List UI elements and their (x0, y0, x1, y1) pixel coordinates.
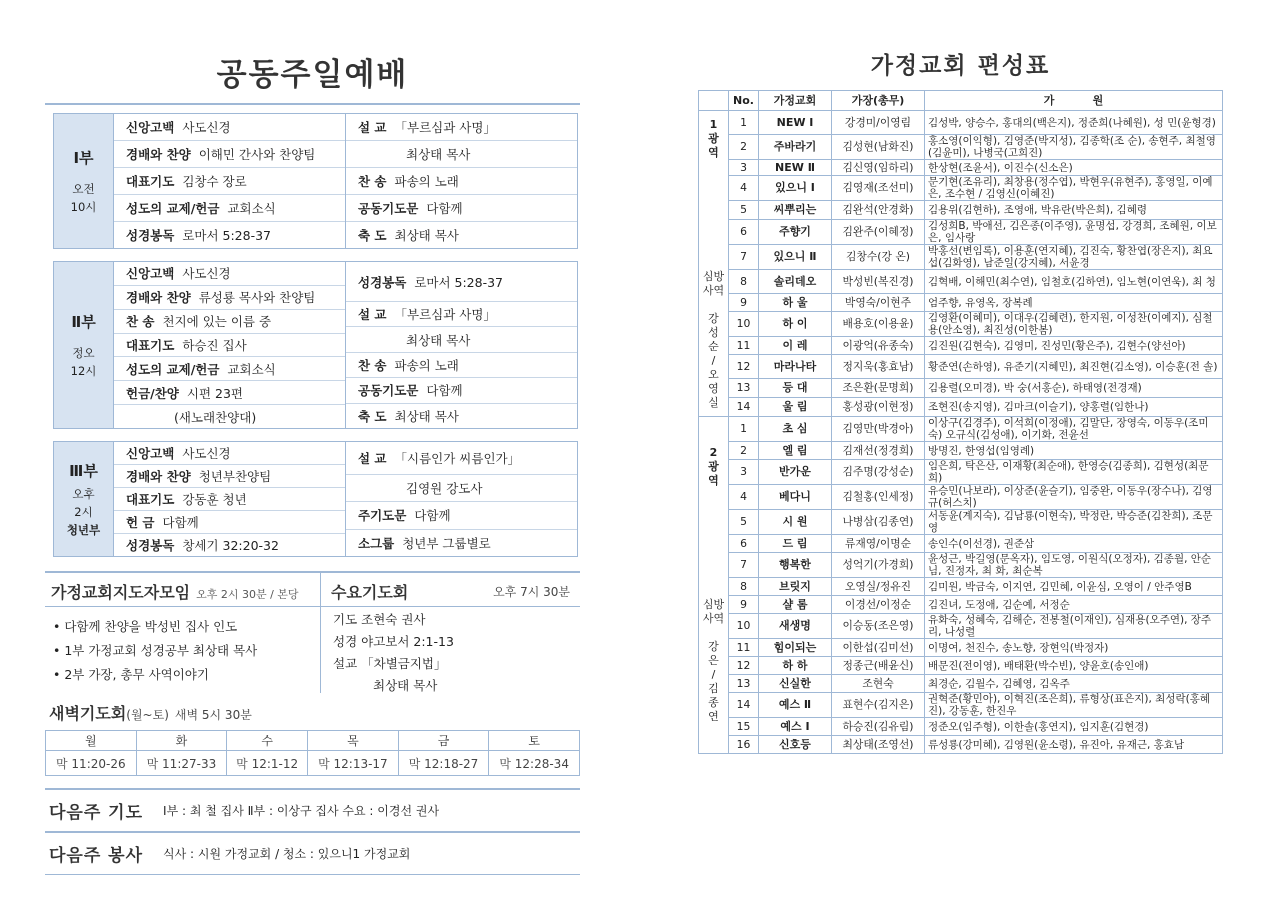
leader-name: 표현수(김지은) (832, 693, 925, 718)
row-number: 11 (729, 639, 759, 657)
order-item (346, 195, 577, 222)
members: 윤성근, 박길영(문옥자), 임도영, 이원식(오정자), 김종월, 안순님, 진정자, 최 화, 최순복 (925, 553, 1223, 578)
scripture-cell: 막 11:27-33 (136, 751, 227, 776)
order-item (114, 534, 345, 556)
row-number: 6 (729, 220, 759, 245)
order-item-value: 다함께 (426, 383, 463, 399)
order-item-value: 청년부찬양팀 (198, 469, 272, 484)
service-2-box (53, 261, 578, 429)
next-week-prayer (45, 788, 580, 831)
house-church-name: NEW Ⅰ (759, 111, 832, 135)
day-cell: 수 (227, 731, 308, 751)
leader-name: 이승동(조은영) (832, 614, 925, 639)
table-row (699, 460, 1223, 485)
table-row (699, 736, 1223, 754)
leader-name: 홍성광(이현정) (832, 398, 925, 417)
members: 최경순, 김월수, 김혜영, 김옥주 (925, 675, 1223, 693)
order-item-value: 사도신경 (182, 446, 231, 461)
table-row (699, 596, 1223, 614)
service-1-order-right (346, 114, 577, 248)
dawn-days-row (46, 731, 580, 751)
leader-name: 최상태(조영선) (832, 736, 925, 754)
service-1-label: Ⅰ부 오전 10시 (54, 114, 114, 248)
order-item-label: 축 도 (358, 408, 387, 424)
order-item-label: 경배와 찬양 (126, 147, 191, 162)
order-item (114, 114, 345, 141)
list-item: • 2부 가장, 총무 사역이야기 (53, 667, 209, 682)
service-1-order-left (114, 114, 346, 248)
day-cell: 목 (308, 731, 399, 751)
leader-name: 김재선(정경희) (832, 442, 925, 460)
order-item-label: 성경봉독 (358, 274, 407, 290)
members: 김미원, 박금숙, 이지연, 김민혜, 이윤심, 오영이 / 안주영B (925, 578, 1223, 596)
wednesday-time: 오후 7시 30분 (493, 585, 570, 599)
order-item (346, 378, 577, 403)
members: 황준연(손하영), 유준기(지혜민), 최진현(김소영), 이승훈(전 솔) (925, 355, 1223, 379)
members: 김영환(이혜미), 이대우(김혜련), 한지원, 이성찬(이예지), 심철용(안소영), 최진성(이한봄) (925, 312, 1223, 337)
order-item (346, 442, 577, 475)
service-2-order-left (114, 262, 346, 428)
leaders-time: 오후 2시 30분 / 본당 (196, 588, 299, 601)
table-row (699, 379, 1223, 398)
order-item (114, 195, 345, 222)
row-number: 11 (729, 337, 759, 355)
members: 방명진, 한영섭(임영례) (925, 442, 1223, 460)
members: 임은희, 탁은산, 이재황(최순애), 한영승(김종희), 김현성(최문희) (925, 460, 1223, 485)
day-cell: 월 (46, 731, 137, 751)
house-church-name: 이 레 (759, 337, 832, 355)
order-item-value: 천지에 있는 이름 중 (162, 314, 272, 330)
members: 김용렬(오미경), 박 숭(서홍순), 하태영(전경재) (925, 379, 1223, 398)
order-item-value: 다함께 (162, 515, 199, 530)
next-service-text: 식사 : 시원 가정교회 / 청소 : 있으니1 가정교회 (163, 847, 411, 861)
order-item (346, 141, 577, 168)
service-3-order-right (346, 442, 577, 556)
dawn-refs-row (46, 751, 580, 776)
row-number: 1 (729, 417, 759, 442)
table-row (699, 312, 1223, 337)
order-item-value: 최상태 목사 (406, 147, 471, 162)
house-church-name: 베다니 (759, 485, 832, 510)
wednesday-details: 기도 조현숙 권사 성경 야고보서 2:1-13 설교 「차별금지법」 최상태 목사 (333, 612, 454, 693)
order-item-label: 설 교 (358, 307, 387, 323)
leader-name: 류재영/이명순 (832, 535, 925, 553)
order-item (114, 511, 345, 534)
service-3-box (53, 441, 578, 557)
members: 김진녀, 도정애, 김순예, 서정순 (925, 596, 1223, 614)
scripture-cell: 막 11:20-26 (46, 751, 137, 776)
order-item (114, 405, 345, 428)
leaders-title: 가정교회지도자모임 (51, 583, 191, 602)
order-item-value: 「시름인가 씨름인가」 (394, 450, 521, 466)
house-church-name: 씨뿌리는 (759, 201, 832, 220)
order-item-value: (새노래찬양대) (174, 409, 257, 425)
members: 유승민(나보라), 이상준(윤슬기), 임중완, 이동우(장수나), 김영규(허스치) (925, 485, 1223, 510)
table-row (699, 693, 1223, 718)
row-number: 4 (729, 485, 759, 510)
next-prayer-title: 다음주 기도 (49, 803, 144, 823)
right-page (698, 48, 1223, 754)
row-number: 7 (729, 553, 759, 578)
service-3-label: Ⅲ부 오후 2시 청년부 (54, 442, 114, 556)
table-row (699, 442, 1223, 460)
house-church-name: 새생명 (759, 614, 832, 639)
house-church-name: 행복한 (759, 553, 832, 578)
order-item (346, 114, 577, 141)
table-row (699, 657, 1223, 675)
dawn-prayer: 새벽기도회 (월~토) 새벽 5시 30분 월 화 수 목 금 토 막 11:20-26 막 11:27-33 막 12:1-12 막 12:13-17 막 12:18-27 막 12:28-34 (45, 701, 580, 776)
order-item-label: 신앙고백 (126, 266, 175, 282)
meetings-section (45, 571, 580, 693)
members: 이상구(김경주), 이석희(이정애), 김말단, 장영숙, 이동우(조미숙) 오규식(김성애), 이기화, 전윤선 (925, 417, 1223, 442)
house-church-name: 힘이되는 (759, 639, 832, 657)
order-item (346, 222, 577, 248)
members: 엄주향, 유영옥, 장복례 (925, 294, 1223, 312)
order-item-value: 강동훈 청년 (182, 492, 247, 507)
order-item-value: 다함께 (414, 508, 451, 524)
house-church-name: 엘 림 (759, 442, 832, 460)
next-week-service (45, 831, 580, 875)
order-item-value: 로마서 5:28-37 (182, 228, 271, 243)
row-number: 14 (729, 398, 759, 417)
row-number: 14 (729, 693, 759, 718)
divider (45, 103, 580, 105)
leader-name: 이경선/이정순 (832, 596, 925, 614)
house-church-name: 시 원 (759, 510, 832, 535)
day-cell: 화 (136, 731, 227, 751)
order-item-label: 경배와 찬양 (126, 290, 191, 306)
row-number: 10 (729, 312, 759, 337)
table-row (699, 337, 1223, 355)
day-cell: 토 (489, 731, 580, 751)
table-row (699, 176, 1223, 201)
leader-name: 조현숙 (832, 675, 925, 693)
members: 김성희B, 박애선, 김은종(이주영), 윤명섭, 강경희, 조혜원, 이보은, 임사랑 (925, 220, 1223, 245)
order-item-value: 류성룡 목사와 찬양팀 (198, 290, 316, 306)
leader-name: 김영재(조선미) (832, 176, 925, 201)
order-item-label: 주기도문 (358, 508, 407, 524)
table-row (699, 485, 1223, 510)
table-row (699, 201, 1223, 220)
order-item-value: 다함께 (426, 201, 463, 216)
row-number: 8 (729, 578, 759, 596)
row-number: 8 (729, 270, 759, 294)
row-number: 15 (729, 718, 759, 736)
order-item (114, 222, 345, 248)
order-item-value: 파송의 노래 (394, 358, 459, 373)
leaders-list (45, 607, 320, 687)
members: 유화숙, 성혜숙, 김해순, 전봉철(이재인), 심재용(오주연), 장주리, 나성렬 (925, 614, 1223, 639)
service-3-order-left (114, 442, 346, 556)
order-item (114, 381, 345, 405)
order-item-label: 찬 송 (126, 314, 155, 330)
order-item-label: 찬 송 (358, 358, 387, 373)
house-church-name: 하 이 (759, 312, 832, 337)
house-church-name: 울 림 (759, 398, 832, 417)
house-church-name: 등 대 (759, 379, 832, 398)
row-number: 10 (729, 614, 759, 639)
scripture-cell: 막 12:1-12 (227, 751, 308, 776)
house-church-name: 주바라기 (759, 135, 832, 160)
members: 조현진(송지영), 김마크(이슬기), 양홍렬(임한나) (925, 398, 1223, 417)
leaders-meeting (45, 571, 321, 693)
order-item-label: 성경봉독 (126, 538, 175, 553)
leader-name: 김신영(임하리) (832, 160, 925, 176)
order-item (346, 353, 577, 378)
order-item (114, 334, 345, 358)
order-item-value: 김창수 장로 (182, 174, 247, 189)
day-cell: 금 (398, 731, 489, 751)
leader-name: 정종근(배윤신) (832, 657, 925, 675)
row-number: 5 (729, 201, 759, 220)
order-item (114, 286, 345, 310)
row-number: 2 (729, 442, 759, 460)
dawn-schedule-table (45, 730, 580, 776)
table-row (699, 220, 1223, 245)
house-church-name: 예스 Ⅰ (759, 718, 832, 736)
leader-name: 하승진(김유림) (832, 718, 925, 736)
roster-body (699, 111, 1223, 754)
house-church-name: 마라나타 (759, 355, 832, 379)
order-item-value: 파송의 노래 (394, 174, 459, 189)
order-item (114, 465, 345, 488)
row-number: 7 (729, 245, 759, 270)
order-item-value: 하승진 집사 (182, 338, 247, 353)
members: 김용위(김현하), 조영애, 박유란(박은희), 김혜령 (925, 201, 1223, 220)
house-church-name: 드 림 (759, 535, 832, 553)
order-item (114, 168, 345, 195)
table-row (699, 135, 1223, 160)
order-item (346, 327, 577, 352)
region-cell: 1 광 역 심방 사역 강 성 순 / 오 영 실 (699, 111, 729, 417)
order-item-label: 신앙고백 (126, 446, 175, 461)
order-item (114, 262, 345, 286)
table-row (699, 535, 1223, 553)
roster-header: No. 가정교회 가장(총무) 가 원 (699, 91, 1223, 111)
order-item-label: 소그룹 (358, 535, 395, 551)
house-church-name: 신실한 (759, 675, 832, 693)
row-number: 13 (729, 379, 759, 398)
row-number: 9 (729, 596, 759, 614)
service-1-box (53, 113, 578, 249)
dawn-title: 새벽기도회 (49, 704, 127, 723)
order-item-label: 성도의 교제/헌금 (126, 201, 220, 216)
list-item: • 1부 가정교회 성경공부 최상태 목사 (53, 643, 258, 658)
order-item-value: 최상태 목사 (394, 228, 459, 243)
order-item-label: 헌금/찬양 (126, 385, 179, 401)
scripture-cell: 막 12:18-27 (398, 751, 489, 776)
table-row (699, 270, 1223, 294)
leader-name: 배용호(이용윤) (832, 312, 925, 337)
wednesday-prayer (321, 571, 580, 693)
next-prayer-text: Ⅰ부 : 최 철 집사 Ⅱ부 : 이상구 집사 수요 : 이경선 권사 (163, 804, 440, 818)
order-item (114, 310, 345, 334)
order-item-label: 성경봉독 (126, 228, 175, 243)
table-row (699, 355, 1223, 379)
members: 김진원(김현숙), 김영미, 진성민(황은주), 김현수(양선아) (925, 337, 1223, 355)
members: 송인수(이선경), 권준삼 (925, 535, 1223, 553)
service-2-label: Ⅱ부 정오 12시 (54, 262, 114, 428)
leader-name: 오영실/정유진 (832, 578, 925, 596)
members: 박홍선(변임록), 이용훈(연지혜), 김진숙, 황찬엽(장은지), 최요섭(김화영), 남준일(강지혜), 서윤경 (925, 245, 1223, 270)
service-2-order-right (346, 262, 577, 428)
order-item-label: 대표기도 (126, 174, 175, 189)
house-church-name: 브릿지 (759, 578, 832, 596)
house-church-name: 하 울 (759, 294, 832, 312)
house-church-name: 샬 롬 (759, 596, 832, 614)
house-church-name: 반가운 (759, 460, 832, 485)
row-number: 12 (729, 657, 759, 675)
table-row (699, 578, 1223, 596)
order-item-value: 「부르심과 사명」 (394, 307, 496, 323)
house-church-name: NEW Ⅱ (759, 160, 832, 176)
order-item-label: 신앙고백 (126, 120, 175, 135)
row-number: 9 (729, 294, 759, 312)
table-row (699, 417, 1223, 442)
row-number: 5 (729, 510, 759, 535)
members: 홍소영(이익형), 김영준(박지성), 김종학(조 순), 송현주, 최철영(김윤미), 나병국(고희진) (925, 135, 1223, 160)
page-title: 공동주일예배 (216, 57, 409, 93)
members: 서동윤(계지숙), 김남룡(이현숙), 박정란, 박승준(김찬희), 조문영 (925, 510, 1223, 535)
table-row (699, 718, 1223, 736)
scripture-cell: 막 12:28-34 (489, 751, 580, 776)
house-church-roster (698, 90, 1223, 754)
table-row (699, 510, 1223, 535)
order-item-label: 축 도 (358, 228, 387, 243)
order-item (346, 475, 577, 502)
order-item-label: 헌 금 (126, 515, 155, 530)
leader-name: 이한섭(김미선) (832, 639, 925, 657)
house-church-name: 주향기 (759, 220, 832, 245)
table-row (699, 398, 1223, 417)
table-row (699, 245, 1223, 270)
leader-name: 김완석(안경화) (832, 201, 925, 220)
table-row (699, 675, 1223, 693)
list-item: • 다함께 찬양을 박성빈 집사 인도 (53, 619, 238, 634)
order-item-value: 이해민 간사와 찬양팀 (198, 147, 316, 162)
members: 배문진(전이영), 배태환(박수빈), 양윤호(송인애) (925, 657, 1223, 675)
leader-name: 김완주(이혜정) (832, 220, 925, 245)
order-item-label: 성도의 교제/헌금 (126, 361, 220, 377)
order-item-label: 설 교 (358, 450, 387, 466)
house-church-name: 하 하 (759, 657, 832, 675)
members: 류성룡(강미혜), 김영원(윤소령), 유진아, 유재근, 홍효남 (925, 736, 1223, 754)
members: 권혁준(황민아), 이혁진(조은희), 류형상(표은지), 최성락(홍혜진), 강동훈, 한진우 (925, 693, 1223, 718)
leader-name: 김철홍(인세정) (832, 485, 925, 510)
order-item-value: 교회소식 (227, 201, 276, 216)
row-number: 16 (729, 736, 759, 754)
order-item (114, 141, 345, 168)
table-row (699, 639, 1223, 657)
order-item-value: 창세기 32:20-32 (182, 538, 279, 553)
row-number: 12 (729, 355, 759, 379)
table-row (699, 553, 1223, 578)
order-item-value: 시편 23편 (186, 385, 243, 401)
row-number: 3 (729, 160, 759, 176)
house-church-name: 초 심 (759, 417, 832, 442)
leader-name: 김영만(박경아) (832, 417, 925, 442)
leader-name: 성억기(가경희) (832, 553, 925, 578)
roster-title: 가정교회 편성표 (870, 53, 1051, 79)
row-number: 2 (729, 135, 759, 160)
table-row (699, 614, 1223, 639)
leader-name: 박영숙/이현주 (832, 294, 925, 312)
house-church-name: 솔리데오 (759, 270, 832, 294)
order-item-value: 청년부 그룹별로 (402, 535, 491, 551)
order-item (346, 404, 577, 428)
members: 김성박, 양승수, 홍대의(백은지), 정준희(나혜원), 성 민(윤형경) (925, 111, 1223, 135)
row-number: 1 (729, 111, 759, 135)
leader-name: 나병삼(김종연) (832, 510, 925, 535)
order-item-label: 경배와 찬양 (126, 469, 191, 484)
order-item (114, 357, 345, 381)
members: 정준오(임주형), 이한솔(홍연지), 임지훈(김현경) (925, 718, 1223, 736)
order-item-value: 교회소식 (227, 361, 276, 377)
house-church-name: 있으니 Ⅱ (759, 245, 832, 270)
leader-name: 조은환(문명희) (832, 379, 925, 398)
order-item-value: 최상태 목사 (406, 332, 471, 348)
house-church-name: 신호등 (759, 736, 832, 754)
order-item-value: 사도신경 (182, 266, 231, 282)
left-page (45, 55, 580, 875)
order-item (346, 302, 577, 327)
members: 한상현(조윤서), 이진수(신소은) (925, 160, 1223, 176)
members: 김혁배, 이해민(최수연), 임철호(김하연), 임노현(이연욱), 최 청 (925, 270, 1223, 294)
members: 문기현(조유리), 최창용(정수엽), 박현우(유현주), 홍영일, 이예은, 조수현 / 김영신(이혜진) (925, 176, 1223, 201)
leader-name: 이광억(유종숙) (832, 337, 925, 355)
wednesday-title: 수요기도회 (331, 583, 409, 602)
order-item-value: 최상태 목사 (394, 408, 459, 424)
members: 이명여, 천진수, 송노향, 장현익(박정자) (925, 639, 1223, 657)
row-number: 3 (729, 460, 759, 485)
region-cell: 2 광 역 심방 사역 강 은 / 김 종 연 (699, 417, 729, 754)
house-church-name: 예스 Ⅱ (759, 693, 832, 718)
leader-name: 김창수(강 온) (832, 245, 925, 270)
scripture-cell: 막 12:13-17 (308, 751, 399, 776)
table-row (699, 294, 1223, 312)
order-item (346, 262, 577, 302)
order-item (114, 488, 345, 511)
order-item-label: 찬 송 (358, 174, 387, 189)
order-item-label: 설 교 (358, 120, 387, 135)
order-item-label: 공동기도문 (358, 383, 419, 399)
order-item-value: 로마서 5:28-37 (414, 274, 503, 290)
order-item-label: 대표기도 (126, 338, 175, 353)
leader-name: 강경미/이영림 (832, 111, 925, 135)
leader-name: 김주명(강성순) (832, 460, 925, 485)
next-service-title: 다음주 봉사 (49, 846, 144, 866)
order-item-value: 김영원 강도사 (406, 480, 483, 496)
order-item-value: 사도신경 (182, 120, 231, 135)
order-item (114, 442, 345, 465)
table-row (699, 160, 1223, 176)
row-number: 6 (729, 535, 759, 553)
table-row (699, 111, 1223, 135)
order-item (346, 168, 577, 195)
order-item (346, 502, 577, 529)
order-item-value: 「부르심과 사명」 (394, 120, 496, 135)
order-item-label: 대표기도 (126, 492, 175, 507)
leader-name: 정지욱(홍효남) (832, 355, 925, 379)
order-item (346, 530, 577, 556)
house-church-name: 있으니 Ⅰ (759, 176, 832, 201)
row-number: 4 (729, 176, 759, 201)
order-item-label: 공동기도문 (358, 201, 419, 216)
leader-name: 김성현(남화진) (832, 135, 925, 160)
row-number: 13 (729, 675, 759, 693)
leader-name: 박성빈(복진경) (832, 270, 925, 294)
